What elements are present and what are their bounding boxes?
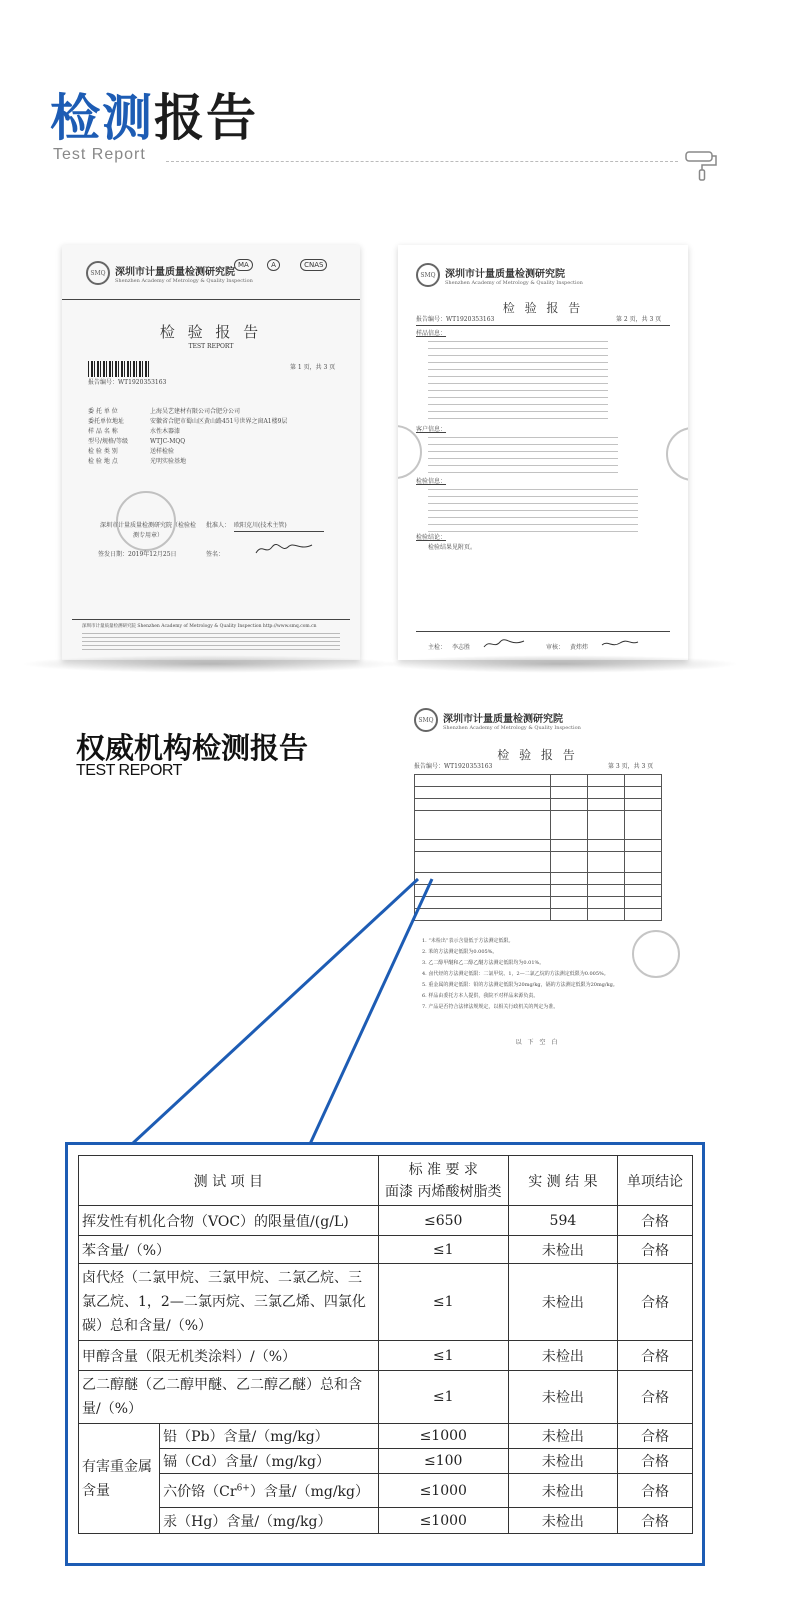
field-value: 光明实验基地 [150,458,187,465]
smq-logo-icon: SMQ [414,708,438,732]
sign-date: 签发日期：2019年12月25日 [98,551,177,558]
header-standard [378,1156,508,1206]
row-conclusion: 合格 [618,1264,693,1341]
row-conclusion: 合格 [618,1424,693,1449]
row-standard: ≤1000 [378,1424,508,1449]
header-result: 实 测 结 果 [508,1156,617,1206]
note-item: 3. 乙二醇甲醚和乙二醇乙醚方法测定低限均为0.01%。 [422,960,545,966]
field-label: 型号/规格/等级 [88,438,129,445]
row-standard: ≤1000 [378,1474,508,1508]
cal-mark-icon: A [267,259,280,271]
row-item [160,1474,379,1508]
approver-label: 批准人： [206,522,231,529]
row-result: 未检出 [508,1264,617,1341]
table-row [79,1236,693,1264]
note-item: 6. 样品由委托方本人提供，我院不对样品来源负责。 [422,993,539,999]
org-name-en: Shenzhen Academy of Metrology & Quality Inspection [443,724,581,731]
header-item: 测 试 项 目 [79,1156,379,1206]
page-number: 第 1 页，共 3 页 [290,364,336,371]
header-standard-line1: 标 准 要 求 [408,1161,478,1178]
approver-label: 主检： [428,644,447,651]
row-conclusion: 合格 [618,1236,693,1264]
approver-name: 李志胜 [452,644,471,651]
smq-logo-icon: SMQ [86,261,110,285]
note-item: 5. 重金属的测定低限：铅的方法测定低限为20mg/kg，镉的方法测定低限为20mg/kg。 [422,982,618,988]
row-item: 挥发性有机化合物（VOC）的限量值/(g/L) [79,1206,379,1236]
section-title: 权威机构检测报告 [76,731,309,765]
row-result: 未检出 [508,1449,617,1474]
reviewer-name: 黄炜炜 [570,644,589,651]
table-row [79,1341,693,1371]
doc-title: 检 验 报 告 [159,323,263,341]
section-conclusion: 检验结论： [416,534,447,541]
row-item: 汞（Hg）含量/（mg/kg） [160,1508,379,1534]
note-item: 2. 苯的方法测定低限为0.005%。 [422,949,498,955]
row-item-post: ）含量/（mg/kg） [249,1483,369,1500]
section-subtitle: TEST REPORT [76,762,182,779]
section-sample: 样品信息： [416,330,447,337]
row-standard: ≤1 [378,1264,508,1341]
table-row-metal [79,1508,693,1534]
row-result: 未检出 [508,1341,617,1371]
org-name-en: Shenzhen Academy of Metrology & Quality Inspection [445,279,583,286]
doc-title-en: TEST REPORT [188,343,234,350]
smq-logo-icon: SMQ [416,263,440,287]
page-title-dark: 报告 [154,89,258,147]
doc-footer: 深圳市计量质量检测研究院 Shenzhen Academy of Metrology & Quality Inspection http://www.smq.com.cn [82,624,317,629]
org-name: 深圳市计量质量检测研究院 [115,266,235,278]
field-label: 样 品 名 称 [88,428,118,435]
row-item: 甲醇含量（限无机类涂料）/（%） [79,1341,379,1371]
conclusion-text: 检验结果见附页。 [428,544,477,551]
approver-name: 欧阳克川(技术主管) [234,521,324,532]
row-standard: ≤1000 [378,1508,508,1534]
note-item: 4. 卤代烃的方法测定低限：二氯甲烷、1，2—二氯乙烷的方法测定低限为0.005%。 [422,971,609,977]
end-marker: 以 下 空 白 [515,1039,560,1046]
header-conclusion: 单项结论 [618,1156,693,1206]
doc-title: 检 验 报 告 [497,748,578,762]
header-standard-line2: 面漆 丙烯酸树脂类 [385,1183,502,1200]
row-result: 未检出 [508,1371,617,1424]
sign-label: 签名： [206,551,225,558]
org-name: 深圳市计量质量检测研究院 [445,268,565,280]
page-number: 第 3 页，共 3 页 [608,763,654,770]
report-number: 报告编号：WT1920353163 [414,763,493,770]
row-result: 未检出 [508,1508,617,1534]
row-item: 卤代烃（二氯甲烷、三氯甲烷、二氯乙烷、三氯乙烷、1，2—二氯丙烷、三氯乙烯、四氯化碳）总和含量/（%） [79,1264,379,1341]
row-item: 苯含量/（%） [79,1236,379,1264]
page-number: 第 2 页，共 3 页 [616,316,662,323]
page-title-blue: 检测 [50,89,154,147]
results-table [78,1155,693,1534]
note-item: 7. 产品是否符合法律法规规定，以相关行政机关的判定为准。 [422,1004,559,1010]
field-label: 检 验 地 点 [88,458,118,465]
row-result: 未检出 [508,1236,617,1264]
field-value: 送样检验 [150,448,175,455]
table-row-metal [79,1424,693,1449]
row-item-sup: 6+ [236,1482,250,1493]
page-subtitle: Test Report [53,146,146,163]
field-label: 委 托 单 位 [88,408,118,415]
row-conclusion: 合格 [618,1508,693,1534]
row-item: 铅（Pb）含量/（mg/kg） [160,1424,379,1449]
row-conclusion: 合格 [618,1474,693,1508]
row-standard: ≤1 [378,1236,508,1264]
cma-mark-icon: MA [234,259,253,271]
section-test: 检验信息： [416,478,447,485]
row-conclusion: 合格 [618,1341,693,1371]
row-conclusion: 合格 [618,1371,693,1424]
row-standard: ≤1 [378,1341,508,1371]
row-item: 乙二醇醚（乙二醇甲醚、乙二醇乙醚）总和含量/（%） [79,1371,379,1424]
table-row-metal [79,1474,693,1508]
table-row [79,1371,693,1424]
table-row [79,1206,693,1236]
table-row [79,1264,693,1341]
row-item: 镉（Cd）含量/（mg/kg） [160,1449,379,1474]
row-standard: ≤1 [378,1371,508,1424]
field-value: 上海吴艺建材有限公司合肥分公司 [150,408,241,415]
field-value: WTJC-MQQ [150,438,186,445]
report-number: 报告编号：WT1920353163 [88,379,167,386]
row-result: 594 [508,1206,617,1236]
section-customer: 客户信息： [416,426,447,433]
row-conclusion: 合格 [618,1206,693,1236]
table-row-metal [79,1449,693,1474]
doc-title: 检 验 报 告 [502,301,584,315]
metal-group-label: 有害重金属含量 [79,1424,160,1534]
field-label: 检 验 类 别 [88,448,118,455]
cnas-mark-icon: CNAS [300,259,327,271]
row-standard: ≤650 [378,1206,508,1236]
field-label: 委托单位地址 [88,418,125,425]
row-standard: ≤100 [378,1449,508,1474]
row-result: 未检出 [508,1474,617,1508]
reviewer-label: 审核： [546,644,565,651]
stamp-text: 深圳市计量质量检测研究院（检验检测专用章） [99,522,196,539]
note-item: 1. “未检出”表示含量低于方法测定低限。 [422,938,514,944]
field-value: 水性木器漆 [150,428,181,435]
field-value: 安徽省合肥市蜀山区黄山路451号世界之窗A1楼9层 [150,418,288,425]
row-item-pre: 六价铬（Cr [163,1483,237,1500]
org-name-en: Shenzhen Academy of Metrology & Quality Inspection [115,277,253,284]
table-header-row [79,1156,693,1206]
row-conclusion: 合格 [618,1449,693,1474]
row-result: 未检出 [508,1424,617,1449]
report-number: 报告编号：WT1920353163 [416,316,495,323]
org-name: 深圳市计量质量检测研究院 [443,713,563,725]
